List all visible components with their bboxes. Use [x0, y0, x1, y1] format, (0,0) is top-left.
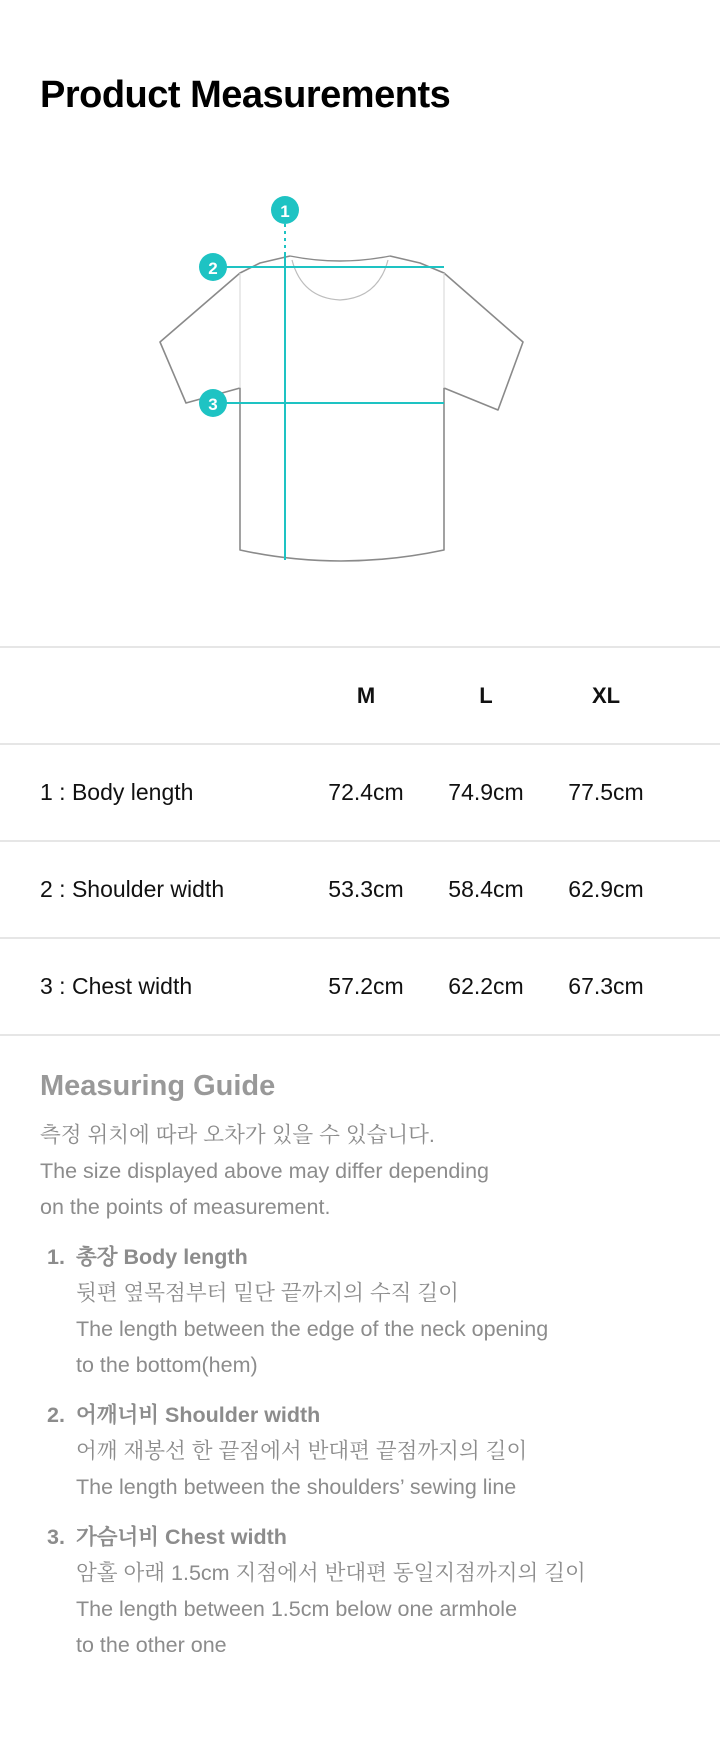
guide-item-title: 총장 Body length [76, 1245, 248, 1269]
tshirt-collar [290, 256, 390, 261]
guide-item-body-length [40, 1239, 680, 1383]
guide-item-title: 가슴너비 Chest width [76, 1525, 287, 1549]
value-xl: 67.3cm [568, 973, 644, 999]
header-size-xl: XL [591, 683, 621, 708]
guide-item-number: 3. [47, 1525, 65, 1549]
value-m: 72.4cm [328, 779, 404, 805]
guide-item-title: 어깨너비 Shoulder width [76, 1403, 321, 1427]
marker-2-label: 2 [208, 259, 218, 278]
page-title: Product Measurements [40, 74, 451, 116]
value-xl: 62.9cm [568, 876, 644, 902]
guide-item-line: to the bottom(hem) [76, 1353, 258, 1377]
guide-item-line: The length between the edge of the neck opening [76, 1317, 549, 1341]
row-label: 1 : Body length [40, 779, 194, 805]
value-m: 57.2cm [328, 973, 404, 999]
value-m: 53.3cm [328, 876, 404, 902]
table-row-shoulder-width [0, 840, 720, 937]
row-label: 3 : Chest width [40, 973, 193, 999]
guide-item-shoulder-width [40, 1397, 680, 1505]
table-row-body-length [0, 743, 720, 840]
row-label: 2 : Shoulder width [40, 876, 225, 902]
guide-item-chest-width [40, 1519, 680, 1663]
header-size-l: L [479, 683, 493, 708]
marker-1-label: 1 [280, 202, 290, 221]
guide-title: Measuring Guide [40, 1070, 276, 1102]
measurements-table [0, 646, 720, 1036]
guide-item-line: The length between the shoulders’ sewing line [76, 1475, 517, 1499]
tshirt-diagram [150, 190, 530, 570]
table-header-row [0, 646, 720, 743]
guide-item-line: The length between 1.5cm below one armhole [76, 1597, 518, 1621]
value-xl: 77.5cm [568, 779, 644, 805]
header-size-m: M [356, 683, 376, 708]
guide-intro-line: The size displayed above may differ depending [40, 1159, 490, 1183]
measuring-guide [40, 1070, 680, 1677]
guide-intro-line: on the points of measurement. [40, 1195, 331, 1219]
guide-item-line: 어깨 재봉선 한 끝점에서 반대편 끝점까지의 길이 [76, 1439, 528, 1463]
guide-item-line: to the other one [76, 1633, 227, 1657]
guide-list [40, 1239, 680, 1663]
guide-item-line: 암홀 아래 1.5cm 지점에서 반대편 동일지점까지의 길이 [76, 1561, 586, 1585]
guide-item-number: 2. [47, 1403, 65, 1427]
table-row-chest-width [0, 937, 720, 1036]
value-l: 74.9cm [448, 779, 524, 805]
value-l: 62.2cm [448, 973, 524, 999]
marker-3-label: 3 [208, 395, 218, 414]
guide-item-line: 뒷편 옆목점부터 밑단 끝까지의 수직 길이 [76, 1281, 459, 1305]
guide-intro-line: 측정 위치에 따라 오차가 있을 수 있습니다. [40, 1123, 435, 1147]
guide-item-number: 1. [47, 1245, 65, 1269]
value-l: 58.4cm [448, 876, 524, 902]
